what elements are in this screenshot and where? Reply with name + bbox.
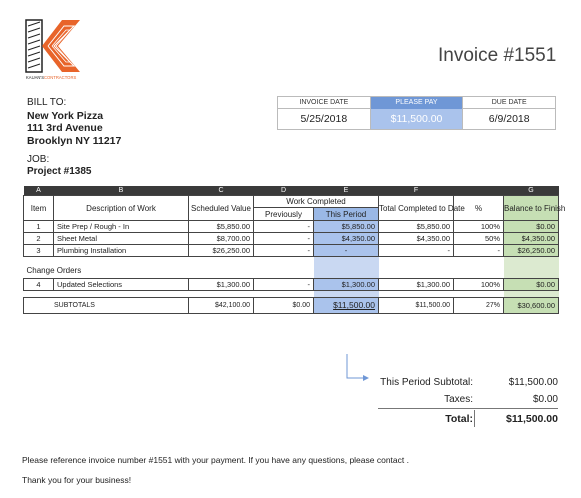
job-block xyxy=(27,154,92,177)
total-label: Total: xyxy=(445,412,473,425)
taxes-label: Taxes: xyxy=(444,394,473,405)
total-value: $11,500.00 xyxy=(506,412,558,425)
invoice-date-label: INVOICE DATE xyxy=(278,97,370,109)
row-total: $5,850.00 xyxy=(379,221,454,233)
period-subtotal-label: This Period Subtotal: xyxy=(380,377,473,388)
row-item: 1 xyxy=(24,221,54,233)
logo-bottom-text: CONTRACTORS xyxy=(44,75,77,80)
period-subtotal-line xyxy=(378,374,558,391)
row-this-period: $5,850.00 xyxy=(314,221,379,233)
subtotals-label: SUBTOTALS xyxy=(24,297,189,313)
thank-you-note: Thank you for your business! xyxy=(22,475,132,485)
row-item: 4 xyxy=(24,278,54,290)
row-scheduled: $8,700.00 xyxy=(189,233,254,245)
col-letter-e: E xyxy=(314,186,379,196)
header-work-completed: Work Completed xyxy=(254,196,379,208)
arrow-right-icon xyxy=(345,354,369,382)
table-row xyxy=(24,221,559,233)
invoice-date-col xyxy=(278,97,371,129)
row-scheduled: $5,850.00 xyxy=(189,221,254,233)
row-balance: $26,250.00 xyxy=(504,245,559,257)
header-description: Description of Work xyxy=(54,196,189,221)
payment-note: Please reference invoice number #1551 with your payment. If you have any questions, please contact . xyxy=(22,455,409,465)
row-item: 2 xyxy=(24,233,54,245)
taxes-line xyxy=(378,391,558,408)
line-items-table xyxy=(23,186,566,314)
bill-to-block xyxy=(27,97,121,147)
totals-vertical-divider xyxy=(474,410,475,427)
change-orders-label: Change Orders xyxy=(26,265,82,275)
header-scheduled: Scheduled Value xyxy=(189,196,254,221)
row-previously: - xyxy=(254,245,314,257)
row-previously: - xyxy=(254,233,314,245)
taxes-value: $0.00 xyxy=(532,394,558,405)
row-percent: 50% xyxy=(454,233,504,245)
row-this-period: - xyxy=(314,245,379,257)
bill-to-label: BILL TO: xyxy=(27,97,67,108)
subtotal-this-period: $11,500.00 xyxy=(314,297,379,313)
header-item: Item xyxy=(24,196,54,221)
bill-to-address2: Brooklyn NY 11217 xyxy=(27,134,122,147)
total-line xyxy=(378,410,558,427)
row-this-period: $4,350.00 xyxy=(314,233,379,245)
row-total: $1,300.00 xyxy=(379,278,454,290)
row-balance: $0.00 xyxy=(504,278,559,290)
spacer-row xyxy=(24,290,559,297)
bill-to-name: New York Pizza xyxy=(27,109,104,122)
col-letter-empty xyxy=(454,186,504,196)
due-date-value: 6/9/2018 xyxy=(488,113,530,125)
row-scheduled: $26,250.00 xyxy=(189,245,254,257)
please-pay-col xyxy=(371,97,464,129)
header-this-period: This Period xyxy=(314,208,379,221)
col-letter-c: C xyxy=(189,186,254,196)
change-orders-row xyxy=(24,264,559,279)
logo-top-text: KAUAN'S xyxy=(26,75,45,80)
job-label: JOB: xyxy=(27,154,50,165)
row-previously: - xyxy=(254,278,314,290)
period-subtotal-value: $11,500.00 xyxy=(508,377,558,388)
subtotal-scheduled: $42,100.00 xyxy=(189,297,254,313)
subtotal-previously: $0.00 xyxy=(254,297,314,313)
please-pay-label: PLEASE PAY xyxy=(371,97,463,109)
table-row xyxy=(24,278,559,290)
row-percent: - xyxy=(454,245,504,257)
invoice-date-value: 5/25/2018 xyxy=(300,113,348,125)
subtotal-total: $11,500.00 xyxy=(379,297,454,313)
row-percent: 100% xyxy=(454,221,504,233)
table-row xyxy=(24,233,559,245)
due-date-col xyxy=(463,97,555,129)
table-row xyxy=(24,245,559,257)
please-pay-value: $11,500.00 xyxy=(371,109,463,129)
col-letter-a: A xyxy=(24,186,54,196)
row-desc: Updated Selections xyxy=(54,278,189,290)
invoice-meta-box xyxy=(277,96,556,130)
company-logo xyxy=(24,18,84,84)
column-letters-row xyxy=(24,186,559,196)
row-desc: Plumbing Installation xyxy=(54,245,189,257)
bill-to-address1: 111 3rd Avenue xyxy=(27,122,103,134)
subtotal-percent: 27% xyxy=(454,297,504,313)
col-letter-d: D xyxy=(254,186,314,196)
row-desc: Site Prep / Rough - In xyxy=(54,221,189,233)
row-desc: Sheet Metal xyxy=(54,233,189,245)
row-balance: $4,350.00 xyxy=(504,233,559,245)
row-total: - xyxy=(379,245,454,257)
due-date-label: DUE DATE xyxy=(463,97,555,109)
spacer-row xyxy=(24,257,559,264)
row-previously: - xyxy=(254,221,314,233)
header-row-1 xyxy=(24,196,559,208)
col-letter-f: F xyxy=(379,186,454,196)
col-letter-b: B xyxy=(54,186,189,196)
subtotal-balance: $30,600.00 xyxy=(504,297,559,313)
header-previously: Previously xyxy=(254,208,314,221)
row-item: 3 xyxy=(24,245,54,257)
totals-divider xyxy=(378,408,558,409)
row-this-period: $1,300.00 xyxy=(314,278,379,290)
row-percent: 100% xyxy=(454,278,504,290)
invoice-title: Invoice #1551 xyxy=(438,45,557,66)
header-balance: Balance to Finish xyxy=(504,196,559,221)
job-value: Project #1385 xyxy=(27,165,92,177)
header-percent: % xyxy=(454,196,504,221)
totals-block xyxy=(378,374,558,425)
subtotals-row xyxy=(24,297,559,313)
logo-k-icon xyxy=(26,20,80,72)
col-letter-g: G xyxy=(504,186,559,196)
row-scheduled: $1,300.00 xyxy=(189,278,254,290)
row-balance: $0.00 xyxy=(504,221,559,233)
row-total: $4,350.00 xyxy=(379,233,454,245)
header-total-completed: Total Completed to Date xyxy=(379,196,454,221)
